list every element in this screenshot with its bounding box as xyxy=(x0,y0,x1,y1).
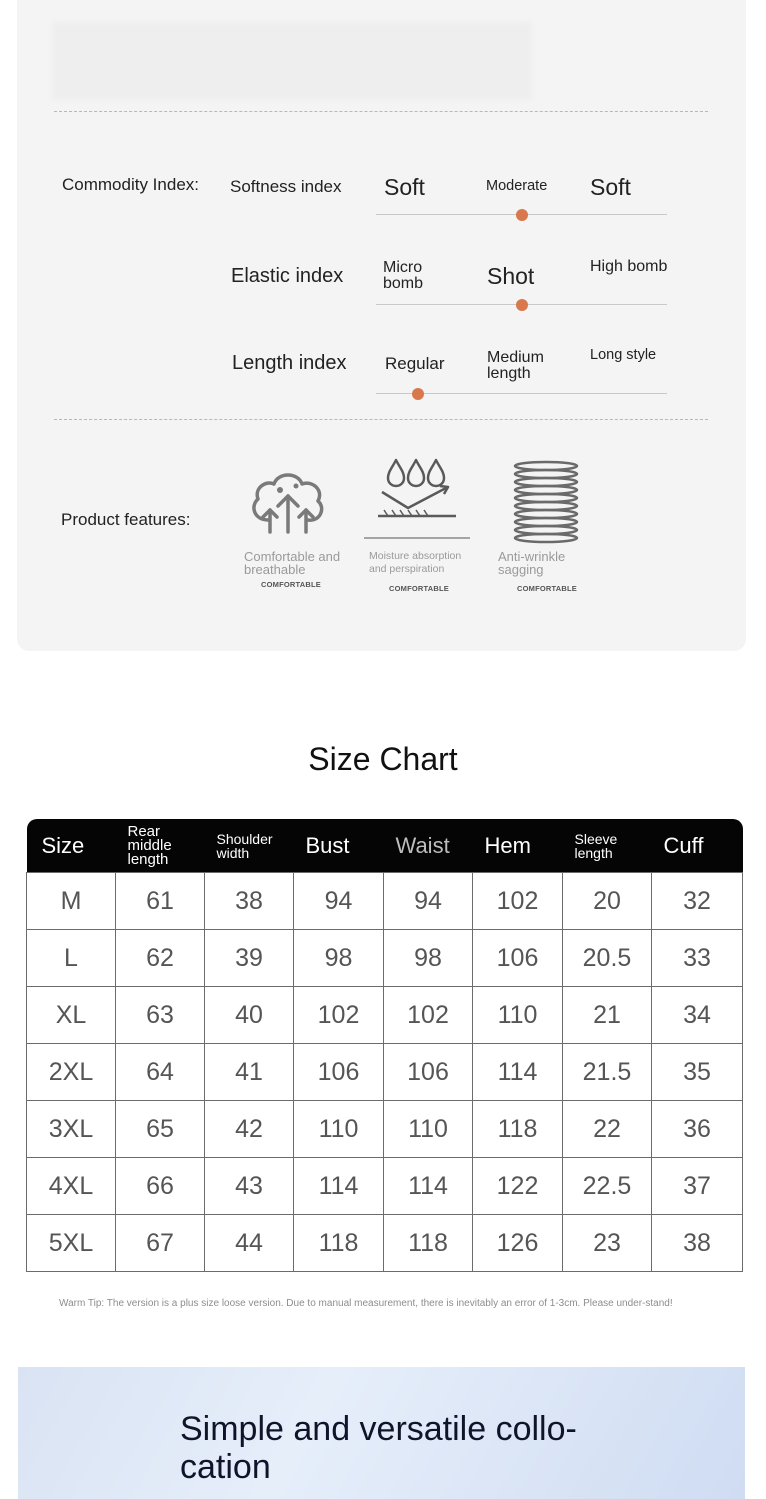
cell-bust: 94 xyxy=(294,873,384,930)
blurred-header-strip xyxy=(52,22,532,100)
cell-shoulder-width: 39 xyxy=(205,930,294,987)
softness-option-3: Soft xyxy=(590,174,631,200)
cell-waist: 102 xyxy=(384,987,473,1044)
cell-shoulder-width: 43 xyxy=(205,1158,294,1215)
table-row xyxy=(27,1215,743,1272)
cell-rear-middle-length: 67 xyxy=(116,1215,205,1272)
cell-hem: 122 xyxy=(473,1158,563,1215)
cell-shoulder-width: 42 xyxy=(205,1101,294,1158)
divider-middle xyxy=(54,419,708,420)
cell-shoulder-width: 38 xyxy=(205,873,294,930)
cell-bust: 114 xyxy=(294,1158,384,1215)
cell-sleeve-length: 23 xyxy=(563,1215,652,1272)
feature-tag-2: COMFORTABLE xyxy=(389,584,449,593)
table-row xyxy=(27,1101,743,1158)
cell-cuff: 32 xyxy=(652,873,743,930)
header-size: Size xyxy=(27,819,116,873)
product-features-label: Product features: xyxy=(61,510,191,529)
length-option-2: Medium length xyxy=(487,349,544,382)
cell-size: 2XL xyxy=(27,1044,116,1101)
table-row xyxy=(27,1044,743,1101)
table-row xyxy=(27,873,743,930)
banner-title: Simple and versatile collo-cation xyxy=(180,1410,577,1486)
cell-shoulder-width: 40 xyxy=(205,987,294,1044)
cell-sleeve-length: 22 xyxy=(563,1101,652,1158)
table-row xyxy=(27,930,743,987)
cell-waist: 114 xyxy=(384,1158,473,1215)
cell-shoulder-width: 44 xyxy=(205,1215,294,1272)
cell-cuff: 34 xyxy=(652,987,743,1044)
cell-hem: 110 xyxy=(473,987,563,1044)
trees-icon xyxy=(246,466,330,538)
cell-size: XL xyxy=(27,987,116,1044)
cell-hem: 102 xyxy=(473,873,563,930)
cell-rear-middle-length: 62 xyxy=(116,930,205,987)
length-option-3: Long style xyxy=(590,347,657,363)
cell-size: L xyxy=(27,930,116,987)
cell-waist: 106 xyxy=(384,1044,473,1101)
cell-rear-middle-length: 66 xyxy=(116,1158,205,1215)
cell-size: 3XL xyxy=(27,1101,116,1158)
table-header-row xyxy=(27,819,743,873)
elastic-option-1: Micro bomb xyxy=(383,259,424,292)
header-cuff: Cuff xyxy=(652,819,743,873)
cell-cuff: 37 xyxy=(652,1158,743,1215)
cell-rear-middle-length: 61 xyxy=(116,873,205,930)
length-option-1: Regular xyxy=(385,354,445,373)
cell-waist: 98 xyxy=(384,930,473,987)
divider-top xyxy=(54,111,708,112)
feature-tag-1: COMFORTABLE xyxy=(261,580,321,589)
cell-bust: 118 xyxy=(294,1215,384,1272)
cell-waist: 110 xyxy=(384,1101,473,1158)
cell-sleeve-length: 20 xyxy=(563,873,652,930)
feature-title-2: Moisture absorption and perspiration xyxy=(369,550,462,575)
length-index-label: Length index xyxy=(232,352,347,374)
elastic-marker xyxy=(516,299,528,311)
header-rear-middle-length: Rear middle length xyxy=(116,819,205,873)
elastic-option-3: High bomb xyxy=(590,258,668,275)
cell-bust: 102 xyxy=(294,987,384,1044)
elastic-option-2: Shot xyxy=(487,263,535,289)
cell-waist: 94 xyxy=(384,873,473,930)
header-hem: Hem xyxy=(473,819,563,873)
cell-bust: 106 xyxy=(294,1044,384,1101)
cell-cuff: 38 xyxy=(652,1215,743,1272)
header-sleeve-length: Sleeve length xyxy=(563,819,652,873)
header-bust: Bust xyxy=(294,819,384,873)
cell-rear-middle-length: 65 xyxy=(116,1101,205,1158)
cell-shoulder-width: 41 xyxy=(205,1044,294,1101)
cell-sleeve-length: 20.5 xyxy=(563,930,652,987)
cell-rear-middle-length: 63 xyxy=(116,987,205,1044)
header-shoulder-width: Shoulder width xyxy=(205,819,294,873)
size-chart-table xyxy=(26,819,743,1272)
cell-cuff: 33 xyxy=(652,930,743,987)
softness-option-1: Soft xyxy=(384,174,425,200)
cell-hem: 114 xyxy=(473,1044,563,1101)
cell-cuff: 35 xyxy=(652,1044,743,1101)
size-chart-title: Size Chart xyxy=(308,741,458,777)
softness-index-label: Softness index xyxy=(230,177,342,196)
cell-hem: 118 xyxy=(473,1101,563,1158)
cell-waist: 118 xyxy=(384,1215,473,1272)
cell-size: 5XL xyxy=(27,1215,116,1272)
feature-title-1: Comfortable and breathable xyxy=(244,549,341,577)
elastic-index-label: Elastic index xyxy=(231,265,344,287)
cell-hem: 106 xyxy=(473,930,563,987)
softness-option-2: Moderate xyxy=(486,178,548,194)
cell-rear-middle-length: 64 xyxy=(116,1044,205,1101)
table-row xyxy=(27,987,743,1044)
cell-hem: 126 xyxy=(473,1215,563,1272)
commodity-index-label: Commodity Index: xyxy=(62,175,199,194)
feature-title-3: Anti-wrinkle sagging xyxy=(498,549,566,577)
softness-marker xyxy=(516,209,528,221)
cell-sleeve-length: 21 xyxy=(563,987,652,1044)
cell-cuff: 36 xyxy=(652,1101,743,1158)
warm-tip-text: Warm Tip: The version is a plus size loose version. Due to manual measurement, there is inevitably an error of 1-3cm. Please under-stand! xyxy=(59,1298,673,1309)
cell-size: M xyxy=(27,873,116,930)
cell-sleeve-length: 22.5 xyxy=(563,1158,652,1215)
cell-sleeve-length: 21.5 xyxy=(563,1044,652,1101)
spring-coil-icon xyxy=(512,460,580,546)
table-row xyxy=(27,1158,743,1215)
header-waist: Waist xyxy=(384,819,473,873)
length-marker xyxy=(412,388,424,400)
cell-bust: 110 xyxy=(294,1101,384,1158)
water-drops-icon xyxy=(364,456,472,542)
cell-size: 4XL xyxy=(27,1158,116,1215)
cell-bust: 98 xyxy=(294,930,384,987)
feature-tag-3: COMFORTABLE xyxy=(517,584,577,593)
